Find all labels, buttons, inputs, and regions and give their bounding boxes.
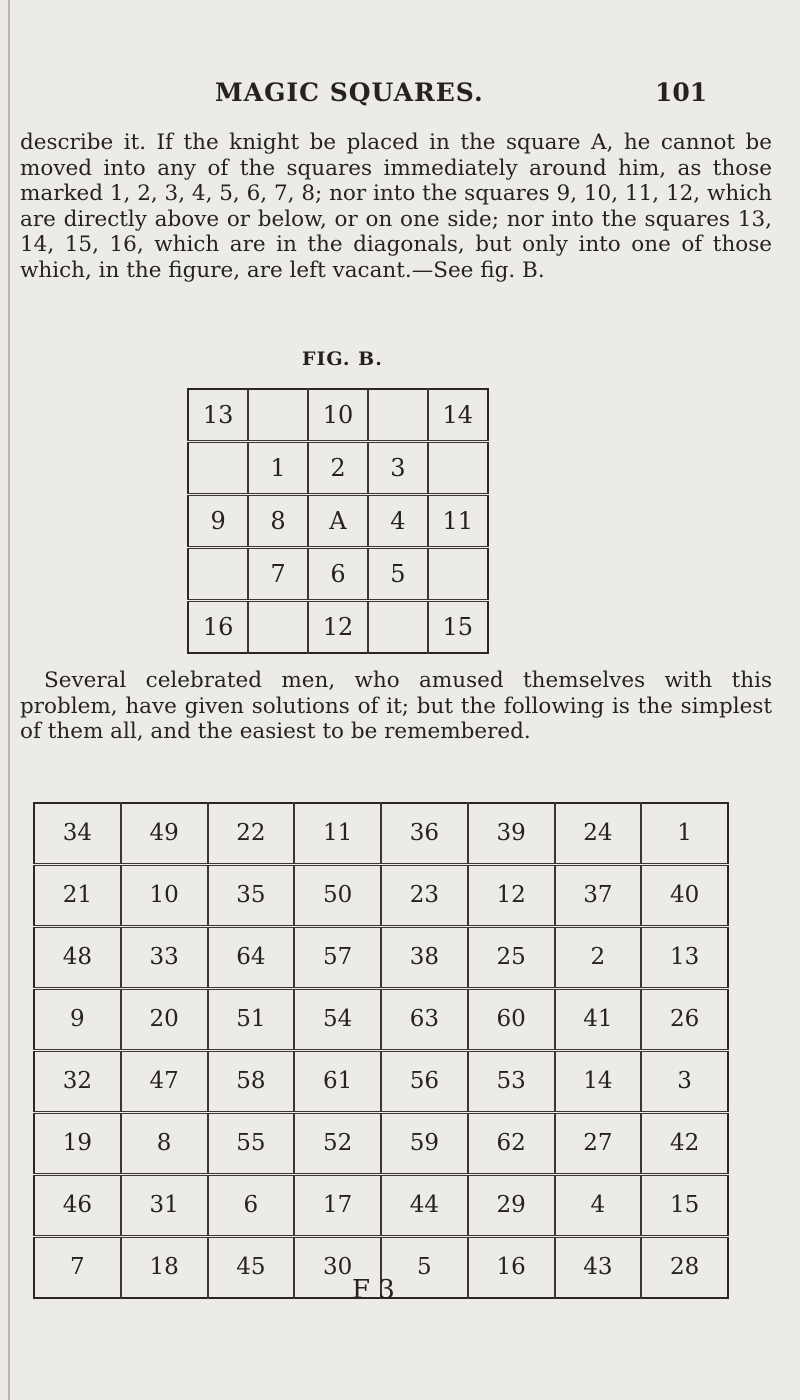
magic-square-cell: 44 bbox=[381, 1175, 468, 1237]
magic-square-cell: 51 bbox=[208, 989, 295, 1051]
magic-square-cell: 50 bbox=[294, 865, 381, 927]
magic-square-cell: 19 bbox=[34, 1113, 121, 1175]
figure-b-cell: 6 bbox=[308, 548, 368, 601]
magic-square-cell: 62 bbox=[468, 1113, 555, 1175]
magic-square-cell: 60 bbox=[468, 989, 555, 1051]
paragraph-solutions: Several celebrated men, who amused themselves with this problem, have given solutions of it; but the following is the simplest of them all, and the easiest to be remembered. bbox=[20, 668, 772, 744]
magic-square-cell: 49 bbox=[121, 803, 208, 865]
figure-b-cell bbox=[188, 548, 248, 601]
figure-b-row bbox=[188, 601, 488, 654]
magic-square-cell: 58 bbox=[208, 1051, 295, 1113]
magic-square-cell: 12 bbox=[468, 865, 555, 927]
magic-square-cell: 56 bbox=[381, 1051, 468, 1113]
figure-b-cell: 10 bbox=[308, 389, 368, 442]
magic-square-cell: 14 bbox=[555, 1051, 642, 1113]
magic-square-cell: 7 bbox=[34, 1237, 121, 1299]
magic-square-cell: 63 bbox=[381, 989, 468, 1051]
magic-square-cell: 34 bbox=[62, 820, 93, 846]
figure-b-cell: 14 bbox=[428, 389, 488, 442]
magic-square-row bbox=[34, 989, 728, 1051]
magic-square-cell: 21 bbox=[34, 865, 121, 927]
figure-b-cell: 11 bbox=[428, 495, 488, 548]
figure-b-cell bbox=[248, 601, 307, 654]
magic-square-cell: 64 bbox=[208, 927, 295, 989]
magic-square-cell: 25 bbox=[468, 927, 555, 989]
figure-b-cell: 7 bbox=[248, 548, 307, 601]
magic-square-caption: F 3 bbox=[352, 1275, 395, 1305]
magic-square-cell: 9 bbox=[34, 989, 121, 1051]
magic-square-cell: 18 bbox=[121, 1237, 208, 1299]
figure-b-cell bbox=[248, 389, 307, 442]
magic-square-cell: 6 bbox=[208, 1175, 295, 1237]
magic-square-row bbox=[34, 865, 728, 927]
magic-square-row bbox=[34, 1051, 728, 1113]
magic-square-cell: 27 bbox=[555, 1113, 642, 1175]
magic-square-row bbox=[34, 1175, 728, 1237]
magic-square-cell: 15 bbox=[641, 1175, 728, 1237]
page-header bbox=[0, 78, 800, 118]
magic-square-cell: 28 bbox=[641, 1237, 728, 1299]
figure-b-row bbox=[188, 548, 488, 601]
magic-square-cell: 1 bbox=[641, 803, 728, 865]
magic-square-cell: 57 bbox=[294, 927, 381, 989]
figure-b-cell bbox=[428, 442, 488, 495]
magic-square-cell: 13 bbox=[641, 927, 728, 989]
magic-square-cell: 17 bbox=[294, 1175, 381, 1237]
magic-square-cell: 46 bbox=[34, 1175, 121, 1237]
figure-b-row bbox=[188, 495, 488, 548]
magic-square-cell: 11 bbox=[294, 803, 381, 865]
magic-square-cell: 61 bbox=[294, 1051, 381, 1113]
figure-b-row bbox=[188, 389, 488, 442]
magic-square-cell: 43 bbox=[555, 1237, 642, 1299]
magic-square-cell: 42 bbox=[641, 1113, 728, 1175]
magic-square-cell: 24 bbox=[555, 803, 642, 865]
magic-square-cell: 52 bbox=[294, 1113, 381, 1175]
figure-b-grid bbox=[187, 388, 489, 654]
page-number: 101 bbox=[655, 78, 708, 107]
magic-square-cell: 55 bbox=[208, 1113, 295, 1175]
figure-b-cell: 16 bbox=[188, 601, 248, 654]
figure-b-cell: 1 bbox=[248, 442, 307, 495]
magic-square-cell: 23 bbox=[381, 865, 468, 927]
figure-b-cell: 3 bbox=[368, 442, 427, 495]
running-title: MAGIC SQUARES. bbox=[215, 78, 484, 107]
magic-square-row bbox=[34, 803, 728, 865]
figure-b-cell: 13 bbox=[202, 401, 234, 429]
magic-square-cell: 16 bbox=[468, 1237, 555, 1299]
magic-square-cell: 30 bbox=[294, 1237, 381, 1299]
figure-b-row bbox=[188, 442, 488, 495]
figure-b-cell: 9 bbox=[188, 495, 248, 548]
magic-square-cell: 59 bbox=[381, 1113, 468, 1175]
figure-b-cell bbox=[188, 442, 248, 495]
magic-square-cell: 48 bbox=[34, 927, 121, 989]
figure-b-cell: 15 bbox=[428, 601, 488, 654]
figure-b-cell bbox=[368, 601, 427, 654]
figure-b-cell bbox=[428, 548, 488, 601]
magic-square-cell: 41 bbox=[555, 989, 642, 1051]
magic-square-cell: 4 bbox=[555, 1175, 642, 1237]
magic-square-cell: 45 bbox=[208, 1237, 295, 1299]
figure-b-cell: A bbox=[308, 495, 368, 548]
magic-square-cell: 39 bbox=[468, 803, 555, 865]
magic-square-cell: 37 bbox=[555, 865, 642, 927]
magic-square-cell: 26 bbox=[641, 989, 728, 1051]
magic-square-cell: 5 bbox=[381, 1237, 468, 1299]
magic-square-cell: 31 bbox=[121, 1175, 208, 1237]
magic-square-cell: 8 bbox=[121, 1113, 208, 1175]
figure-b-cell bbox=[368, 389, 427, 442]
paragraph-knight-moves: describe it. If the knight be placed in the square A, he cannot be moved into any of the squares immediately around him, as those marked 1, 2, 3, 4, 5, 6, 7, 8; nor into the squares 9, 10, 11, 12, which are directly above or below, or on one side; nor into the squares 13, 14, 15, 16, which are in the diagonals, but only into one of those which, in the figure, are left vacant.—See fig. B. bbox=[20, 130, 772, 283]
magic-square-cell: 33 bbox=[121, 927, 208, 989]
magic-square-cell: 36 bbox=[381, 803, 468, 865]
magic-square-grid bbox=[33, 802, 729, 1299]
magic-square-cell: 40 bbox=[641, 865, 728, 927]
magic-square-cell: 32 bbox=[34, 1051, 121, 1113]
magic-square-cell: 22 bbox=[208, 803, 295, 865]
magic-square-cell: 53 bbox=[468, 1051, 555, 1113]
figure-b-cell: 8 bbox=[248, 495, 307, 548]
figure-b-cell: 2 bbox=[308, 442, 368, 495]
magic-square-row bbox=[34, 1113, 728, 1175]
magic-square-cell: 35 bbox=[208, 865, 295, 927]
magic-square-cell: 54 bbox=[294, 989, 381, 1051]
figure-b-cell: 5 bbox=[368, 548, 427, 601]
magic-square-cell: 2 bbox=[555, 927, 642, 989]
magic-square-cell: 47 bbox=[121, 1051, 208, 1113]
page-margin-line bbox=[8, 0, 10, 1400]
magic-square-cell: 29 bbox=[468, 1175, 555, 1237]
magic-square-cell: 3 bbox=[641, 1051, 728, 1113]
magic-square-row bbox=[34, 927, 728, 989]
magic-square-cell: 38 bbox=[381, 927, 468, 989]
magic-square-cell: 10 bbox=[121, 865, 208, 927]
figure-b-cell: 4 bbox=[368, 495, 427, 548]
figure-b-cell: 12 bbox=[308, 601, 368, 654]
figure-b-label: FIG. B. bbox=[302, 348, 383, 370]
magic-square-cell: 20 bbox=[121, 989, 208, 1051]
